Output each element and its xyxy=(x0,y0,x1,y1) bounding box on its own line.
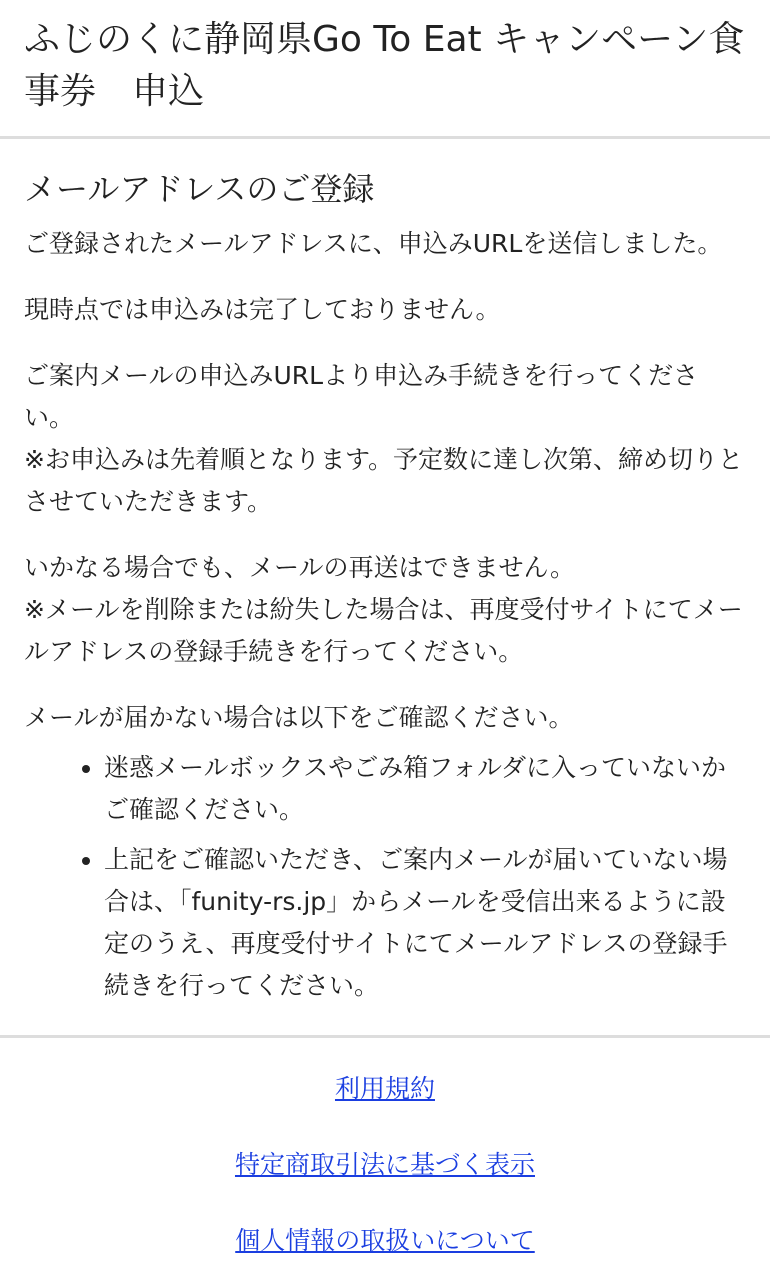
check-list xyxy=(24,747,746,1007)
commercial-transactions-link[interactable]: 特定商取引法に基づく表示 xyxy=(234,1150,535,1179)
terms-link[interactable]: 利用規約 xyxy=(334,1074,435,1103)
resend-notice xyxy=(24,547,746,673)
not-complete-notice: 現時点では申込みは完了しておりません。 xyxy=(24,295,501,324)
main-content xyxy=(0,139,770,1007)
procedure-notice xyxy=(24,355,746,523)
page-title: ふじのくに静岡県Go To Eat キャンペーン食事券 申込 xyxy=(24,19,745,112)
page-footer xyxy=(0,1035,770,1258)
no-resend-text: いかなる場合でも、メールの再送はできません。 xyxy=(24,553,576,582)
privacy-link[interactable]: 個人情報の取扱いについて xyxy=(235,1226,535,1255)
sent-notice: ご登録されたメールアドレスに、申込みURLを送信しました。 xyxy=(24,229,723,258)
check-intro: メールが届かない場合は以下をご確認ください。 xyxy=(24,703,574,732)
list-item: • 迷惑メールボックスやごみ箱フォルダに入っていないかご確認ください。 xyxy=(104,747,746,831)
first-come-note: ※お申込みは先着順となります。予定数に達し次第、締め切りとさせていただきます。 xyxy=(24,445,743,516)
procedure-instruction: ご案内メールの申込みURLより申込み手続きを行ってください。 xyxy=(24,361,699,432)
section-title: メールアドレスのご登録 xyxy=(24,170,375,208)
list-item: • 上記をご確認いただき、ご案内メールが届いていない場合は、「funity-rs.jp」からメールを受信出来るように設定のうえ、再度受付サイトにてメールアドレスの登録手続きを行ってください。 xyxy=(104,839,746,1007)
page-header xyxy=(0,0,770,139)
lost-mail-note: ※メールを削除または紛失した場合は、再度受付サイトにてメールアドレスの登録手続きを行ってください。 xyxy=(24,595,743,666)
